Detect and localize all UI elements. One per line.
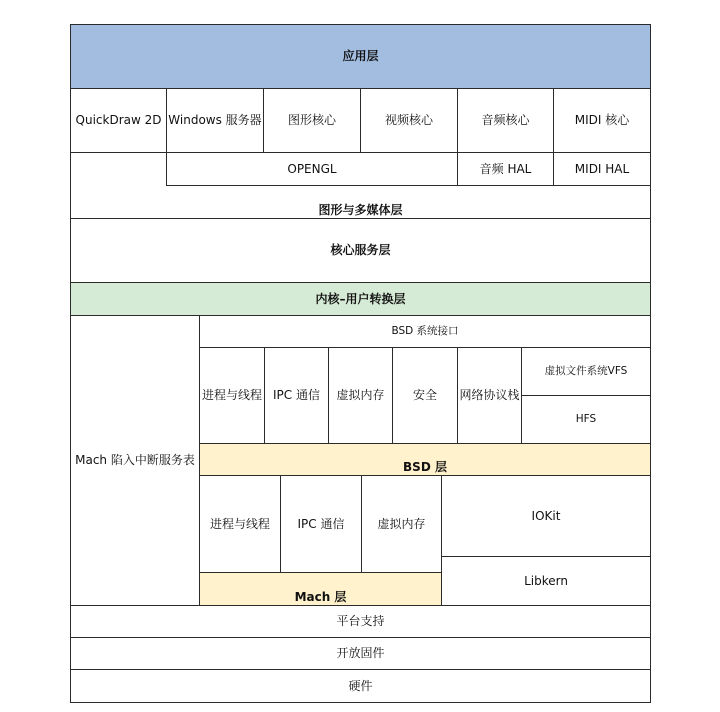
mach-layer-label: Mach 层	[199, 572, 442, 606]
midi-core-box: MIDI 核心	[553, 88, 651, 153]
bsd-security: 安全	[392, 347, 458, 444]
bsd-virtual-memory: 虚拟内存	[328, 347, 393, 444]
bsd-hfs: HFS	[521, 395, 651, 444]
graphics-core-box: 图形核心	[263, 88, 361, 153]
platform-support-layer: 平台支持	[70, 605, 651, 638]
audio-hal-box: 音频 HAL	[457, 152, 554, 186]
open-firmware-layer: 开放固件	[70, 637, 651, 670]
audio-core-box: 音频核心	[457, 88, 554, 153]
opengl-box: OPENGL	[166, 152, 458, 186]
mach-process-thread: 进程与线程	[199, 475, 281, 573]
mach-ipc: IPC 通信	[280, 475, 362, 573]
bsd-process-thread: 进程与线程	[199, 347, 265, 444]
bsd-network-stack: 网络协议栈	[457, 347, 522, 444]
kernel-user-layer: 内核–用户转换层	[70, 282, 651, 316]
bsd-syscall-interface: BSD 系统接口	[199, 315, 651, 348]
quickdraw-box: QuickDraw 2D	[70, 88, 167, 153]
hardware-layer: 硬件	[70, 669, 651, 703]
windows-server-box: Windows 服务器	[166, 88, 264, 153]
bsd-ipc: IPC 通信	[264, 347, 329, 444]
mach-trap-table: Mach 陷入中断服务表	[70, 315, 200, 606]
video-core-box: 视频核心	[360, 88, 458, 153]
libkern-box: Libkern	[441, 556, 651, 606]
midi-hal-box: MIDI HAL	[553, 152, 651, 186]
mach-virtual-memory: 虚拟内存	[361, 475, 442, 573]
app-layer: 应用层	[70, 24, 651, 89]
bsd-layer-label: BSD 层	[199, 443, 651, 476]
graphics-media-title: 图形与多媒体层	[318, 202, 403, 217]
bsd-vfs: 虚拟文件系统VFS	[521, 347, 651, 396]
iokit-box: IOKit	[441, 475, 651, 557]
core-services-layer: 核心服务层	[70, 218, 651, 283]
